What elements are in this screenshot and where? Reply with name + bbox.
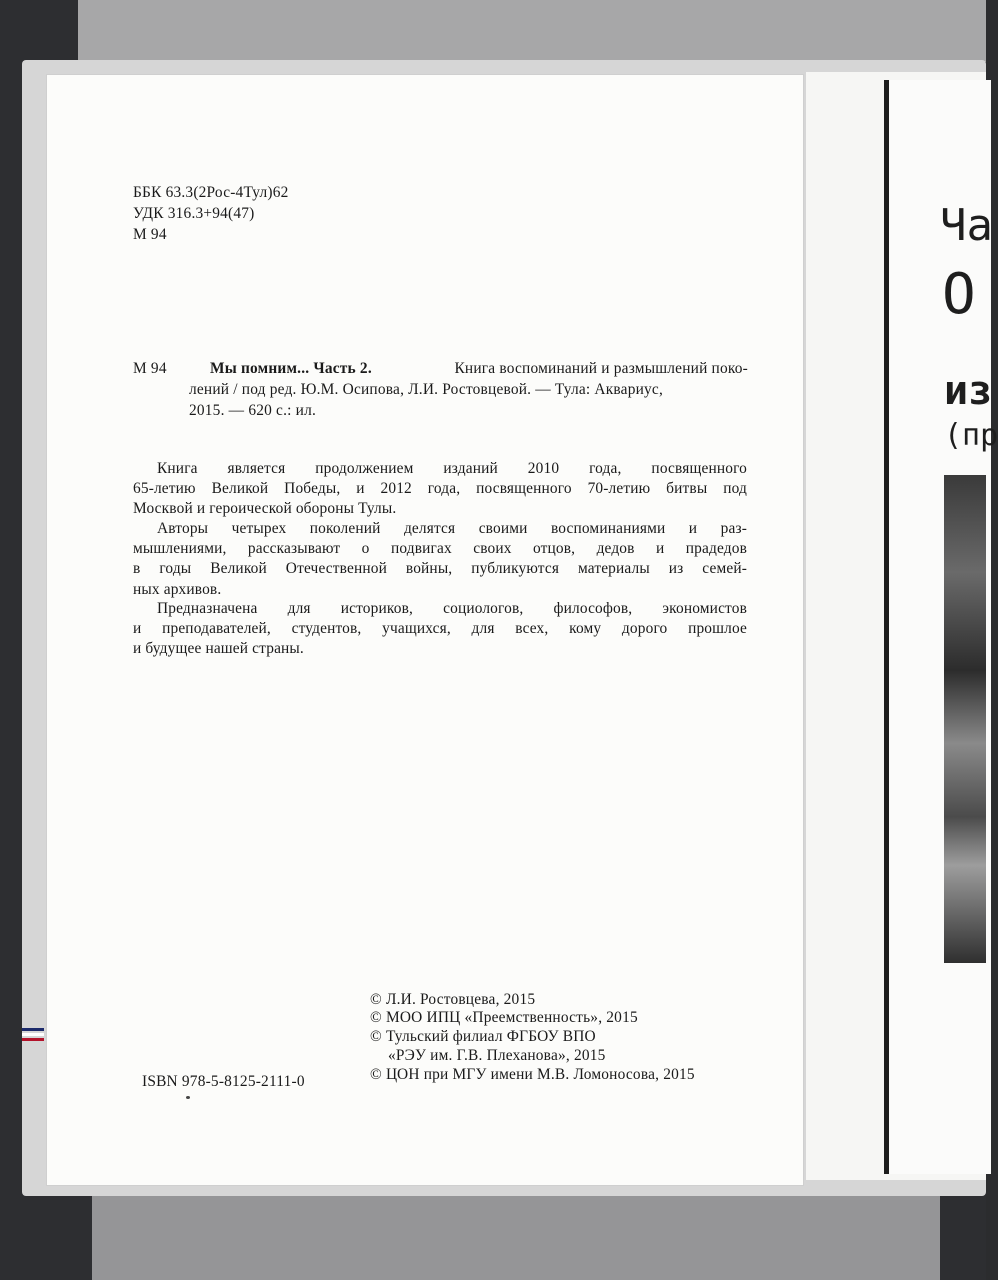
copyright-3: © Тульский филиал ФГБОУ ВПО — [370, 1028, 596, 1045]
bibliography-line-2: лений / под ред. Ю.М. Осипова, Л.И. Ростовцевой. — Тула: Аквариус, — [189, 381, 664, 398]
udk-code: УДК 316.3+94(47) — [133, 205, 255, 222]
annotation-line: Предназначена для историков, социологов, философов, экономистов — [157, 600, 747, 617]
scan-strip-bottom — [92, 1196, 940, 1280]
annotation-line: Москвой и героической обороны Тулы. — [133, 500, 397, 518]
book-subtitle: Книга воспоминаний и размышлений поко- — [454, 360, 748, 377]
annotation-line: и преподавателей, студентов, учащихся, для всех, кому дорого прошлое — [133, 620, 747, 638]
facing-page-line-2: О — [942, 262, 976, 327]
annotation-line: и будущее нашей страны. — [133, 640, 304, 658]
annotation-line: мышлениями, рассказывают о подвигах своих отцов, дедов и прадедов — [133, 540, 747, 558]
bibliography-mark: М 94 — [133, 360, 167, 377]
bibliography-line-3: 2015. — 620 с.: ил. — [189, 402, 317, 419]
copyright-4: © ЦОН при МГУ имени М.В. Ломоносова, 2015 — [370, 1066, 695, 1083]
book-title: Мы помним... Часть 2. — [210, 360, 372, 377]
bibliography-line-1 — [210, 359, 748, 379]
annotation-line: в годы Великой Отечественной войны, публикуются материалы из семей- — [133, 560, 747, 578]
facing-page-line-4: (пр — [944, 418, 998, 453]
isbn: ISBN 978-5-8125-2111-0 — [142, 1073, 305, 1090]
annotation-line: ных архивов. — [133, 580, 222, 598]
annotation-paragraph-1 — [133, 459, 747, 520]
annotation-paragraph-3 — [133, 599, 747, 660]
annotation-line: Книга является продолжением изданий 2010 года, посвященного — [157, 460, 747, 477]
copyright-3-continued: «РЭУ им. Г.В. Плеханова», 2015 — [388, 1047, 606, 1064]
ink-dot — [186, 1096, 190, 1099]
flag-stripes — [22, 1028, 44, 1044]
facing-page-photo — [944, 475, 986, 963]
annotation-paragraph-2 — [133, 519, 747, 600]
facing-page-line-1: Ча — [940, 200, 993, 251]
author-mark: М 94 — [133, 226, 167, 243]
annotation-line: 65-летию Великой Победы, и 2012 года, посвященного 70-летию битвы под — [133, 480, 747, 498]
scan-strip-top — [78, 0, 986, 62]
annotation-line: Авторы четырех поколений делятся своими воспоминаниями и раз- — [157, 520, 747, 537]
copyright-2: © МОО ИПЦ «Преемственность», 2015 — [370, 1009, 638, 1026]
copyright-1: © Л.И. Ростовцева, 2015 — [370, 991, 536, 1008]
facing-page-line-3: из — [944, 368, 993, 414]
bbk-code: ББК 63.3(2Рос-4Тул)62 — [133, 184, 289, 201]
